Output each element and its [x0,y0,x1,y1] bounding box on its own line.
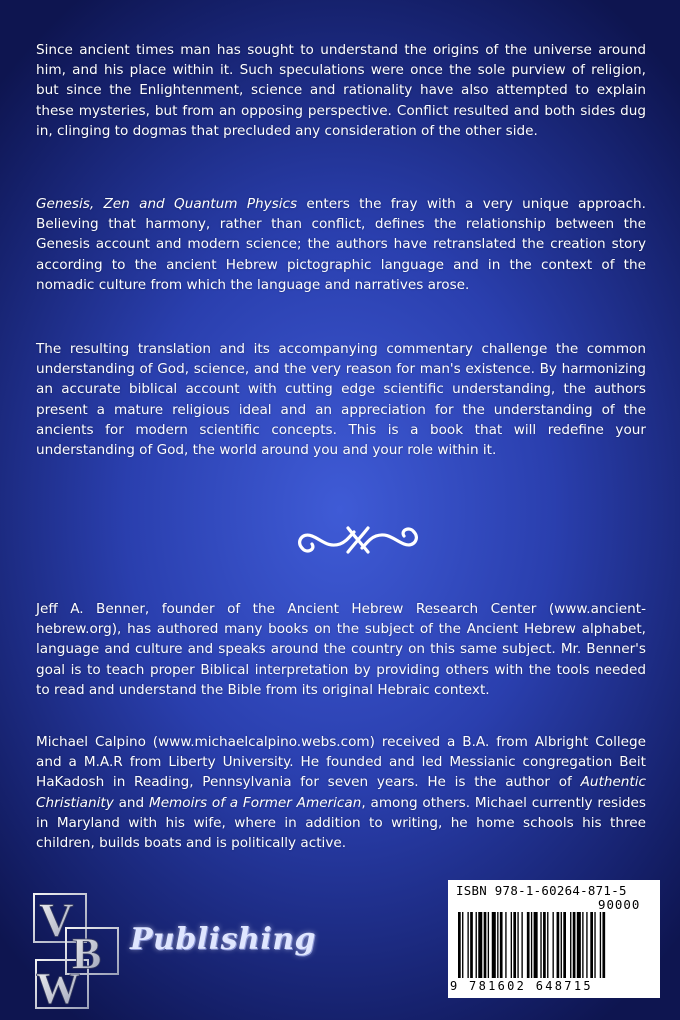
bio-michael-calpino [36,732,646,853]
barcode-bar [511,912,512,978]
barcode-bar [590,912,593,978]
barcode-bar [488,912,489,978]
barcode-bar [467,912,468,978]
book-title-authentic-christianity: Authentic Christianity [36,774,646,811]
barcode-bar [492,912,496,978]
barcode-bar [470,912,473,978]
barcode-bar [531,912,532,978]
svg-text:V: V [39,894,74,947]
barcode-bar [500,912,503,978]
barcode-bar [497,912,498,978]
barcode-bar [557,912,560,978]
barcode-bar [594,912,595,978]
barcode-bar [513,912,516,978]
barcode-bar [573,912,576,978]
bio-jeff-benner: Jeff A. Benner, founder of the Ancient Hebrew Research Center (www.ancient-hebrew.org), has authored many books on the subject of the Ancient Hebrew alphabet, language and culture and speaks around the country on this same subject. Mr. Benner's goal is to teach proper Biblical interpretation by providing others with the tools needed to read and understand the Bible from its original Hebraic context. [36,601,646,698]
blurb-paragraph-3: The resulting translation and its accompanying commentary challenge the common understanding of God, science, and the very reason for man's existence. By harmonizing an accurate biblical account with cutting edge scientific understanding, the authors present a mature religious ideal and an appreciation for the understanding of the ancients for modern scientific concepts. This is a book that will redefine your understanding of God, the world around you and your role within it. [36,341,646,459]
barcode-bar [577,912,581,978]
barcode-bar [602,912,605,978]
barcode-bar [534,912,538,978]
publisher-name: Publishing [130,922,317,957]
barcode-bar [582,912,583,978]
barcode-bar [505,912,506,978]
blurb-paragraph-2 [36,194,646,295]
barcode-bar [478,912,482,978]
vbw-logo [26,888,134,1014]
barcode-bar [561,912,562,978]
isbn-barcode [448,880,660,998]
bio-calpino-text-3: , among others. Michael currently resides in Maryland with his wife, where in addition to writing, he home schools his three children, builds boats and is politically active. [36,794,646,852]
book-title-memoirs: Memoirs of a Former American [148,794,362,811]
barcode-bar [462,912,463,978]
barcode-bars [458,912,650,978]
svg-text:B: B [72,929,102,978]
barcode-bar [586,912,587,978]
price-code: 90000 [598,897,641,912]
isbn-text: ISBN 978-1-60264-871-5 [456,883,627,898]
barcode-bar [540,912,541,978]
barcode-bar [527,912,530,978]
barcode-bar [476,912,477,978]
barcode-bar [484,912,487,978]
barcode-bar [570,912,571,978]
svg-text:W: W [36,964,80,1013]
barcode-digits: 9 781602 648715 [450,979,593,993]
flourish-ornament-icon [288,518,428,562]
blurb-paragraph-2-text: enters the fray with a very unique approach. Believing that harmony, rather than conflict, defines the relationship between the Genesis account and modern science; the authors have retranslated the creation story according to the ancient Hebrew pictographic language and in the context of the nomadic culture from which the language and narratives arose. [36,196,646,293]
blurb-paragraph-1: Since ancient times man has sought to understand the origins of the universe around him, and his place within it. Such speculations were once the sole purview of religion, but since the Enlightenment, science and rationality have also attempted to explain these mysteries, but from an opposing perspective. Conflict resulted and both sides dug in, clinging to dogmas that precluded any consideration of the other side. [36,42,646,139]
barcode-bar [458,912,461,978]
barcode-bar [517,912,518,978]
book-title: Genesis, Zen and Quantum Physics [36,196,298,212]
bio-calpino-text-2: and [113,794,149,811]
barcode-bar [563,912,566,978]
barcode-bar [543,912,546,978]
barcode-bar [521,912,522,978]
barcode-bar [547,912,548,978]
bio-calpino-text-1: Michael Calpino (www.michaelcalpino.webs.com) received a B.A. from Albright College and a M.A.R from Liberty University. He founded and led Messianic congregation Beit HaKadosh in Reading, Pennsylvania for seven years. He is the author of [36,734,646,791]
barcode-bar [600,912,601,978]
barcode-bar [553,912,554,978]
